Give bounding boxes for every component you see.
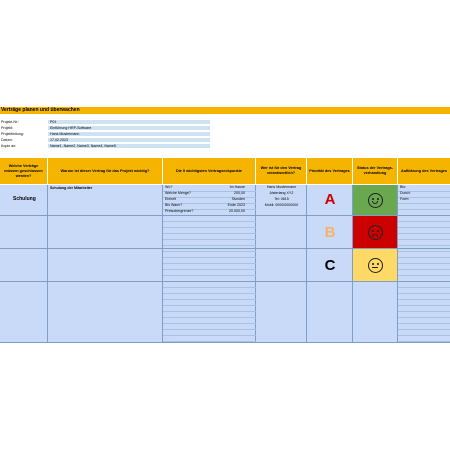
- grid-line: [163, 329, 256, 330]
- key-point-value[interactable]: Ende 2023: [227, 203, 245, 207]
- grid-line: [398, 287, 450, 288]
- grid-line: [163, 257, 256, 258]
- grid-line: [163, 317, 256, 318]
- contract-reason[interactable]: Schulung der Mitarbeiter: [50, 186, 93, 190]
- grid-line: [398, 311, 450, 312]
- clarification-until: Bis:: [400, 185, 406, 189]
- contract-name[interactable]: Schulung: [13, 196, 36, 202]
- grid-line: [398, 233, 450, 234]
- status-cell-neutral[interactable]: [353, 249, 398, 281]
- info-value-copy[interactable]: Name1, Name2, Name3, Name4, Name5: [48, 144, 210, 149]
- neutral-face-icon: [368, 258, 383, 273]
- grid-line: [163, 287, 256, 288]
- grid-line: [163, 335, 256, 336]
- info-value-date[interactable]: 17.02.2023: [48, 138, 210, 143]
- info-label: Projekt-Nr.:: [1, 120, 19, 124]
- grid-line: [163, 227, 256, 228]
- grid-line: [398, 245, 450, 246]
- status-cell-sad[interactable]: [353, 216, 398, 248]
- column-responsible: [256, 185, 307, 342]
- info-value-project-nr[interactable]: P01: [48, 120, 210, 125]
- key-point-value[interactable]: 200,00: [234, 191, 245, 195]
- grid-line: [398, 329, 450, 330]
- row-separator: [0, 342, 450, 343]
- header-status: Status der Vertrags-verhandlung: [353, 158, 398, 184]
- column-contracts: [0, 185, 48, 342]
- grid-line: [398, 269, 450, 270]
- grid-line: [398, 275, 450, 276]
- grid-line: [163, 269, 256, 270]
- grid-line: [398, 299, 450, 300]
- key-point-value[interactable]: Stunden: [231, 197, 245, 201]
- grid-line: [163, 275, 256, 276]
- status-cell-empty[interactable]: [353, 282, 398, 342]
- grid-line: [398, 263, 450, 264]
- grid-line: [163, 323, 256, 324]
- header-responsible: Wer ist für den Vertrag verantwortlich?: [256, 158, 307, 184]
- grid-line: [398, 257, 450, 258]
- grid-line: [398, 323, 450, 324]
- key-point-value[interactable]: 20.000,00: [229, 209, 245, 213]
- info-value-project[interactable]: Einführung HRP-Software: [48, 126, 210, 131]
- clarification-by: Durch:: [400, 191, 411, 195]
- grid-line: [163, 311, 256, 312]
- key-point-label: Einheit: [165, 197, 176, 201]
- status-cell-happy[interactable]: [353, 185, 398, 215]
- responsible-phone[interactable]: Tel: 0815: [274, 197, 289, 201]
- happy-face-icon: [368, 193, 383, 208]
- grid-line: [398, 335, 450, 336]
- grid-line: [398, 305, 450, 306]
- header-contracts: Welche Verträge müssen geschlossen werden?: [0, 158, 48, 184]
- sheet-title: Verträge planen und überwachen: [0, 107, 450, 114]
- info-label: Datum:: [1, 138, 13, 142]
- grid-line: [163, 305, 256, 306]
- key-point-label: Preisobergrenze?: [165, 209, 194, 213]
- grid-line: [398, 203, 450, 204]
- info-value-lead[interactable]: Hans Mustermann: [48, 132, 210, 137]
- key-point-label: Welche Menge?: [165, 191, 191, 195]
- grid-line: [398, 317, 450, 318]
- grid-line: [398, 221, 450, 222]
- clarification-form: Form:: [400, 197, 410, 201]
- key-point-value[interactable]: Im Hause: [229, 185, 245, 189]
- grid-line: [398, 209, 450, 210]
- priority-letter-c[interactable]: C: [324, 257, 336, 274]
- grid-line: [163, 299, 256, 300]
- grid-line: [163, 221, 256, 222]
- responsible-name[interactable]: Hans Mustermann: [266, 185, 297, 189]
- grid-line: [163, 293, 256, 294]
- grid-line: [398, 293, 450, 294]
- sad-face-icon: [368, 225, 383, 240]
- grid-line: [163, 233, 256, 234]
- grid-line: [163, 245, 256, 246]
- responsible-mobile[interactable]: Mobil: 0000/0000000: [264, 203, 299, 207]
- info-label: Projekt:: [1, 126, 14, 130]
- info-label: Kopie an:: [1, 144, 17, 148]
- header-clarification: Aufklärung des Vertrages: [398, 158, 450, 184]
- info-label: Projektleitung:: [1, 132, 24, 136]
- responsible-address[interactable]: Alsterlang XYZ: [269, 191, 294, 195]
- key-point-label: Bis Wann?: [165, 203, 183, 207]
- grid-line: [163, 263, 256, 264]
- grid-line: [398, 251, 450, 252]
- key-point-label: Wo?: [165, 185, 173, 189]
- priority-letter-b[interactable]: B: [324, 224, 336, 241]
- grid-line: [163, 239, 256, 240]
- priority-letter-a[interactable]: A: [324, 191, 336, 208]
- grid-line: [398, 239, 450, 240]
- header-reason: Warum ist dieser Vertrag für das Projekt wichtig?: [48, 158, 163, 184]
- header-priority: Priorität des Vertrages: [307, 158, 353, 184]
- column-reason: [48, 185, 163, 342]
- header-key-points: Die 5 wichtigsten Vertragseckpunkte: [163, 158, 256, 184]
- grid-line: [398, 227, 450, 228]
- grid-line: [163, 251, 256, 252]
